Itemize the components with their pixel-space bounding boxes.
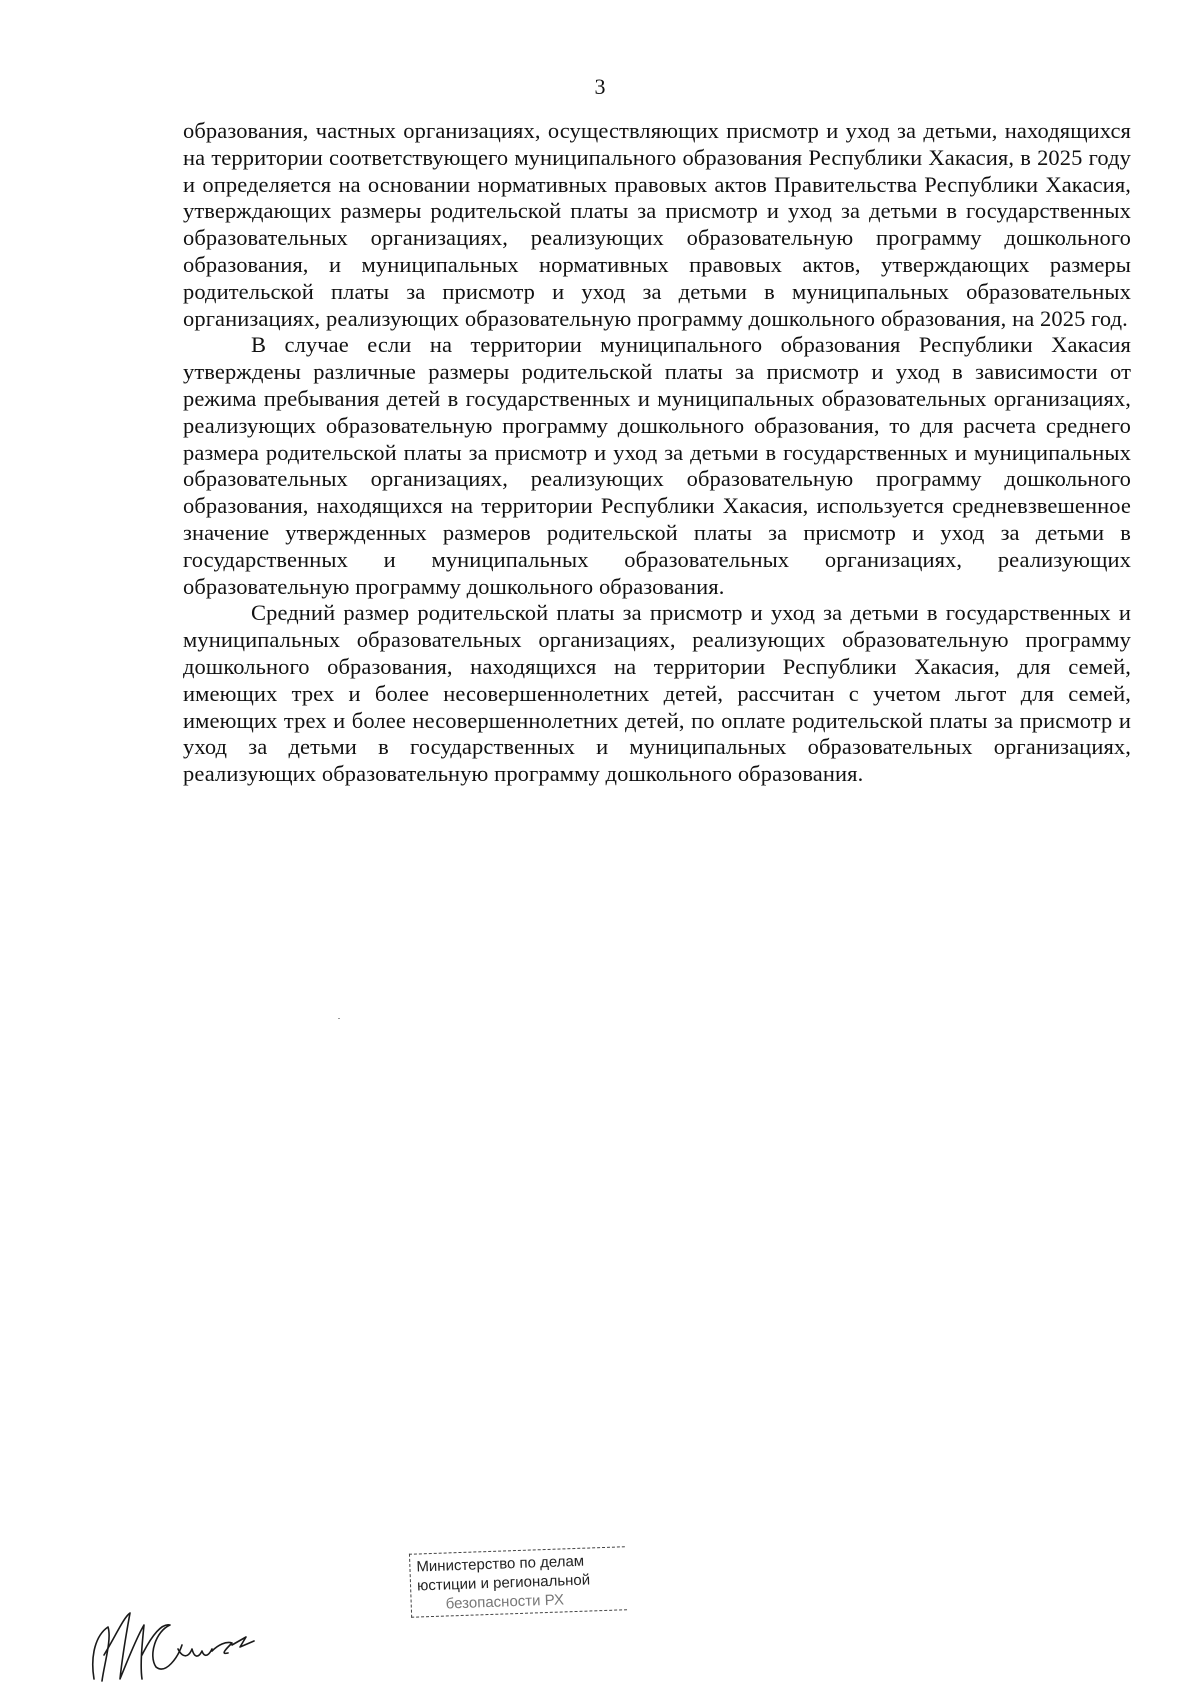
stamp-line-3: безопасности РХ: [445, 1591, 565, 1613]
paragraph-large-families: Средний размер родительской платы за присмотр и уход за детьми в государственных и муниципальных образовательных организациях, реализующих образовательную программу дошкольного образования, находящихся на территории Республики Хакасия, для семей, имеющих трех и более несовершеннолетних детей, рассчитан с учетом льгот для семей, имеющих трех и более несовершеннолетних детей, по оплате родительской платы за присмотр и уход за детьми в государственных и муниципальных образовательных организациях, реализующих образовательную программу дошкольного образования.: [183, 600, 1131, 787]
signature-icon: [86, 1595, 316, 1685]
paragraph-continuation: образования, частных организациях, осуществляющих присмотр и уход за детьми, находящихся на территории соответствующего муниципального образования Республики Хакасия, в 2025 году и определяется на основании нормативных правовых актов Правительства Республики Хакасия, утверждающих размеры родительской платы за присмотр и уход за детьми в государственных образовательных организациях, реализующих образовательную программу дошкольного образования, и муниципальных нормативных правовых актов, утверждающих размеры родительской платы за присмотр и уход за детьми в муниципальных образовательных организациях, реализующих образовательную программу дошкольного образования, на 2025 год.: [183, 118, 1131, 331]
scan-speck: [338, 1018, 340, 1019]
paragraph-weighted-average: В случае если на территории муниципального образования Республики Хакасия утверждены различные размеры родительской платы за присмотр и уход в зависимости от режима пребывания детей в государственных и муниципальных образовательных организациях, реализующих образовательную программу дошкольного образования, то для расчета среднего размера родительской платы за присмотр и уход за детьми в государственных и муниципальных образовательных организациях, реализующих образовательную программу дошкольного образования, находящихся на территории Республики Хакасия, используется средневзвешенное значение утвержденных размеров родительской платы за присмотр и уход за детьми в государственных и муниципальных образовательных организациях, реализующих образовательную программу дошкольного образования.: [183, 332, 1131, 599]
page-number: 3: [594, 74, 606, 99]
stamp-line-1: Министерство по делам: [416, 1552, 585, 1576]
stamp-line-2: юстиции и региональной: [416, 1571, 591, 1595]
document-body: [183, 118, 1131, 788]
ministry-stamp: [409, 1546, 627, 1617]
